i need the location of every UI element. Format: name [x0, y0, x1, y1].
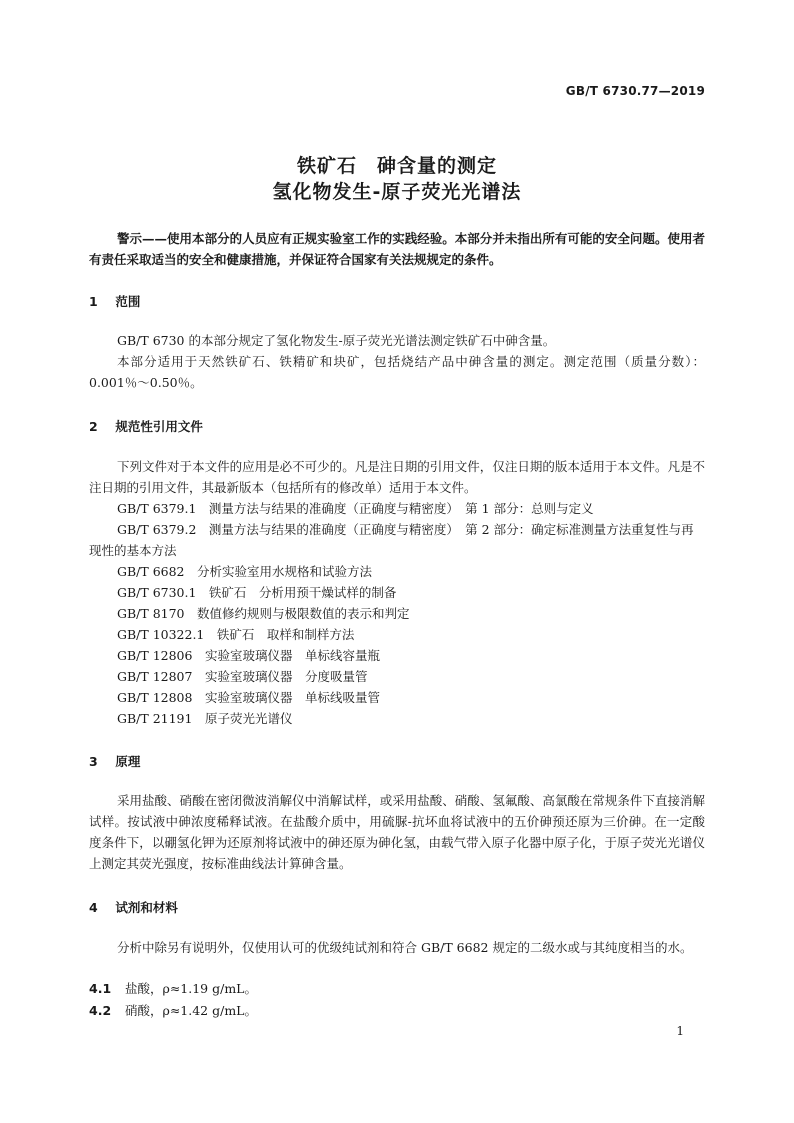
reference-item: GB/T 12808 实验室玻璃仪器 单标线吸量管 — [117, 690, 380, 705]
section-1-paragraph-1: GB/T 6730 的本部分规定了氢化物发生-原子荧光光谱法测定铁矿石中砷含量。 — [117, 333, 556, 348]
standard-code: GB/T 6730.77—2019 — [565, 84, 705, 98]
reference-item: GB/T 6379.2 测量方法与结果的准确度（正确度与精密度） 第 2 部分：确定标准测量方法重复性与再现性的基本方法 — [89, 522, 694, 558]
section-1-number: 1 — [89, 294, 98, 309]
reference-item: GB/T 12807 实验室玻璃仪器 分度吸量管 — [117, 669, 368, 684]
reference-item: GB/T 6379.1 测量方法与结果的准确度（正确度与精密度） 第 1 部分：总则与定义 — [117, 501, 594, 516]
section-3-title: 原理 — [115, 754, 141, 769]
reagent-item — [89, 979, 257, 997]
reference-item: GB/T 6730.1 铁矿石 分析用预干燥试样的制备 — [117, 585, 397, 600]
section-3-number: 3 — [89, 754, 98, 769]
reference-item: GB/T 8170 数值修约规则与极限数值的表示和判定 — [117, 606, 410, 621]
reagent-item-text: 硝酸，ρ≈1.42 g/mL。 — [124, 1003, 257, 1018]
reagent-item-text: 盐酸，ρ≈1.19 g/mL。 — [124, 981, 257, 996]
section-2-intro: 下列文件对于本文件的应用是必不可少的。凡是注日期的引用文件，仅注日期的版本适用于本文件。凡是不注日期的引用文件，其最新版本（包括所有的修改单）适用于本文件。 — [89, 459, 705, 495]
reference-item: GB/T 21191 原子荧光光谱仪 — [117, 711, 293, 726]
reference-item: GB/T 12806 实验室玻璃仪器 单标线容量瓶 — [117, 648, 380, 663]
section-4-heading — [89, 898, 178, 916]
section-1-heading — [89, 292, 140, 310]
reagent-item-number: 4.1 — [89, 981, 112, 996]
section-3-heading — [89, 752, 140, 770]
document-title-line2: 氢化物发生-原子荧光光谱法 — [272, 181, 522, 203]
section-1-title: 范围 — [115, 294, 141, 309]
reagent-item — [89, 1001, 257, 1019]
section-4-title: 试剂和材料 — [115, 900, 178, 915]
section-2-number: 2 — [89, 419, 98, 434]
section-2-title: 规范性引用文件 — [115, 419, 203, 434]
section-1-paragraph-2: 本部分适用于天然铁矿石、铁精矿和块矿，包括烧结产品中砷含量的测定。测定范围（质量分数）：0.001％～0.50％。 — [89, 354, 705, 390]
section-4-paragraph: 分析中除另有说明外，仅使用认可的优级纯试剂和符合 GB/T 6682 规定的二级水或与其纯度相当的水。 — [117, 940, 693, 955]
warning-paragraph: 警示——使用本部分的人员应有正规实验室工作的实践经验。本部分并未指出所有可能的安全问题。使用者有责任采取适当的安全和健康措施，并保证符合国家有关法规规定的条件。 — [89, 231, 705, 267]
reference-item: GB/T 6682 分析实验室用水规格和试验方法 — [117, 564, 373, 579]
document-title-line1: 铁矿石 砷含量的测定 — [296, 155, 497, 177]
reference-item: GB/T 10322.1 铁矿石 取样和制样方法 — [117, 627, 355, 642]
section-4-number: 4 — [89, 900, 98, 915]
reagent-item-number: 4.2 — [89, 1003, 112, 1018]
section-3-paragraph: 采用盐酸、硝酸在密闭微波消解仪中消解试样，或采用盐酸、硝酸、氢氟酸、高氯酸在常规条件下直接消解试样。按试液中砷浓度稀释试液。在盐酸介质中，用硫脲-抗坏血将试液中的五价砷预还原为三价砷。在一定酸度条件下，以硼氢化钾为还原剂将试液中的砷还原为砷化氢，由载气带入原子化器中原子化，于原子荧光光谱仪上测定其荧光强度，按标准曲线法计算砷含量。 — [89, 793, 705, 871]
section-2-heading — [89, 417, 203, 435]
reference-list — [89, 498, 705, 729]
page-number: 1 — [676, 1024, 684, 1038]
